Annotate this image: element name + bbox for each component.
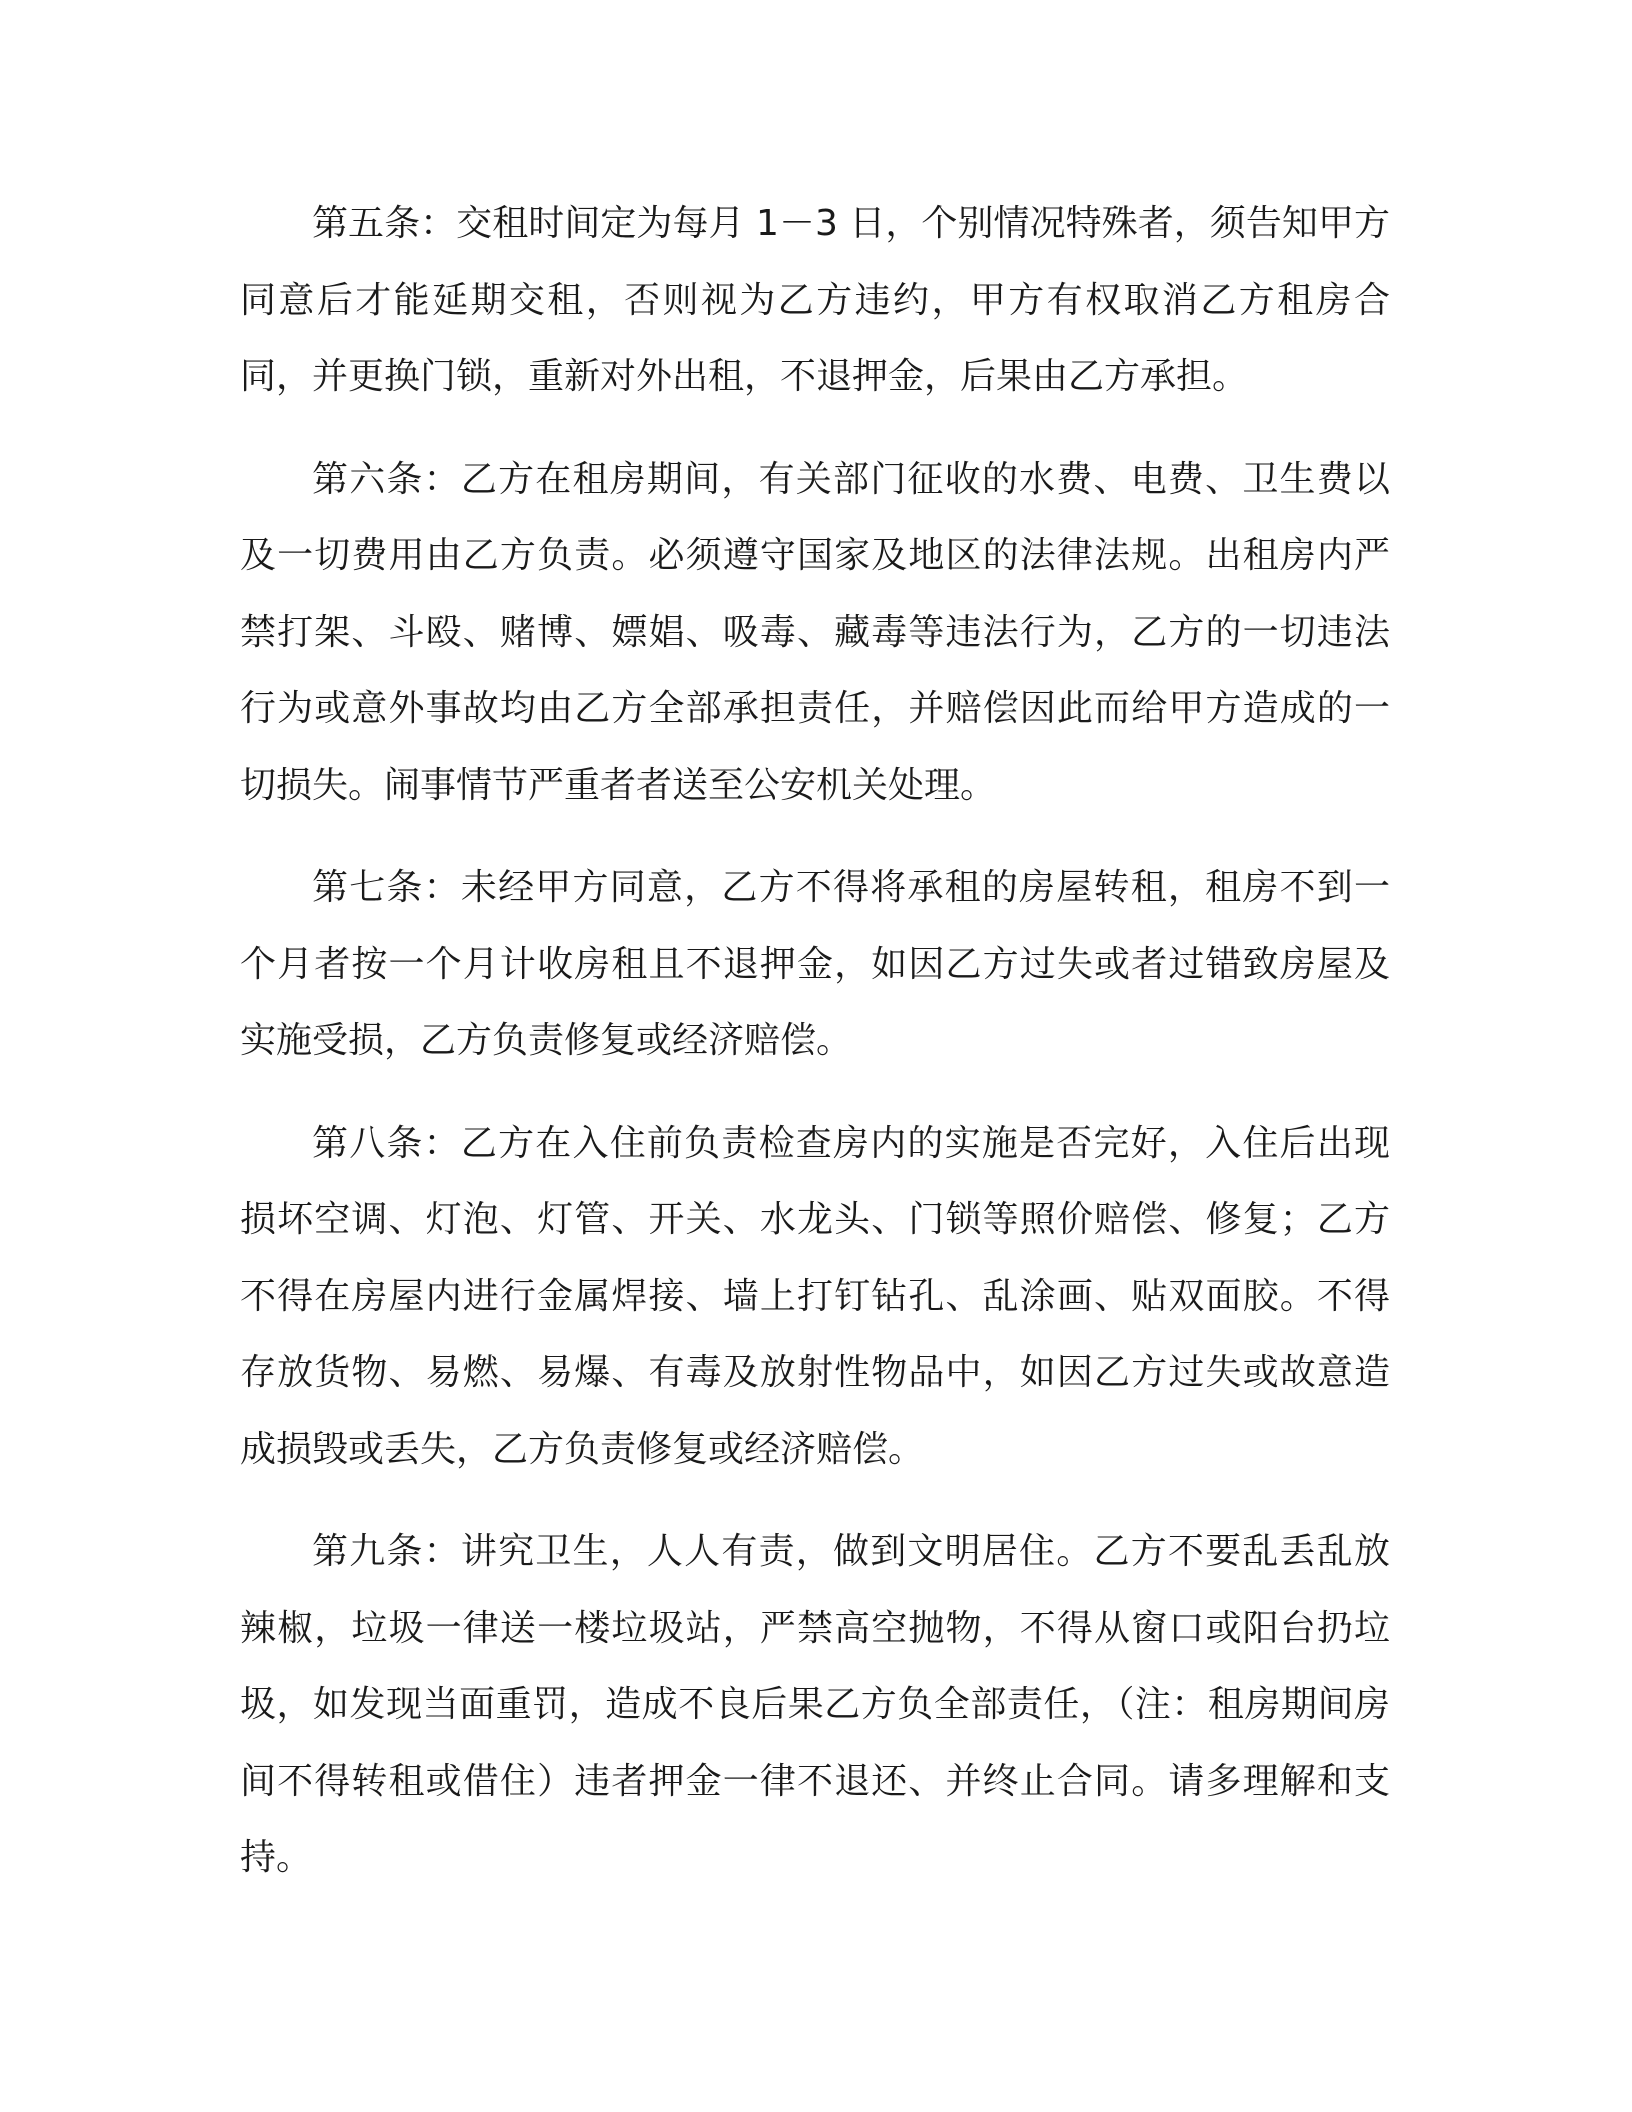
clause-6: 第六条：乙方在租房期间，有关部门征收的水费、电费、卫生费以及一切费用由乙方负责。必须遵守国家及地区的法律法规。出租房内严禁打架、斗殴、赌博、嫖娼、吸毒、藏毒等违法行为，乙方的一切违法行为或意外事故均由乙方全部承担责任，并赔偿因此而给甲方造成的一切损失。闹事情节严重者者送至公安机关处理。: [240, 458, 1390, 806]
clause-5: 第五条：交租时间定为每月 1－3 日，个别情况特殊者，须告知甲方同意后才能延期交租，否则视为乙方违约，甲方有权取消乙方租房合同，并更换门锁，重新对外出租，不退押金，后果由乙方承担。: [240, 203, 1390, 397]
document-body: [240, 186, 1390, 1923]
clause-7: 第七条：未经甲方同意，乙方不得将承租的房屋转租，租房不到一个月者按一个月计收房租且不退押金，如因乙方过失或者过错致房屋及实施受损，乙方负责修复或经济赔偿。: [240, 867, 1390, 1061]
clause-8: 第八条：乙方在入住前负责检查房内的实施是否完好，入住后出现损坏空调、灯泡、灯管、开关、水龙头、门锁等照价赔偿、修复；乙方不得在房屋内进行金属焊接、墙上打钉钻孔、乱涂画、贴双面胶。不得存放货物、易燃、易爆、有毒及放射性物品中，如因乙方过失或故意造成损毁或丢失，乙方负责修复或经济赔偿。: [240, 1122, 1390, 1470]
clause-9: 第九条：讲究卫生，人人有责，做到文明居住。乙方不要乱丢乱放辣椒，垃圾一律送一楼垃圾站，严禁高空抛物，不得从窗口或阳台扔垃圾，如发现当面重罚，造成不良后果乙方负全部责任，（注：租房期间房间不得转租或借住）违者押金一律不退还、并终止合同。请多理解和支持。: [240, 1531, 1390, 1878]
